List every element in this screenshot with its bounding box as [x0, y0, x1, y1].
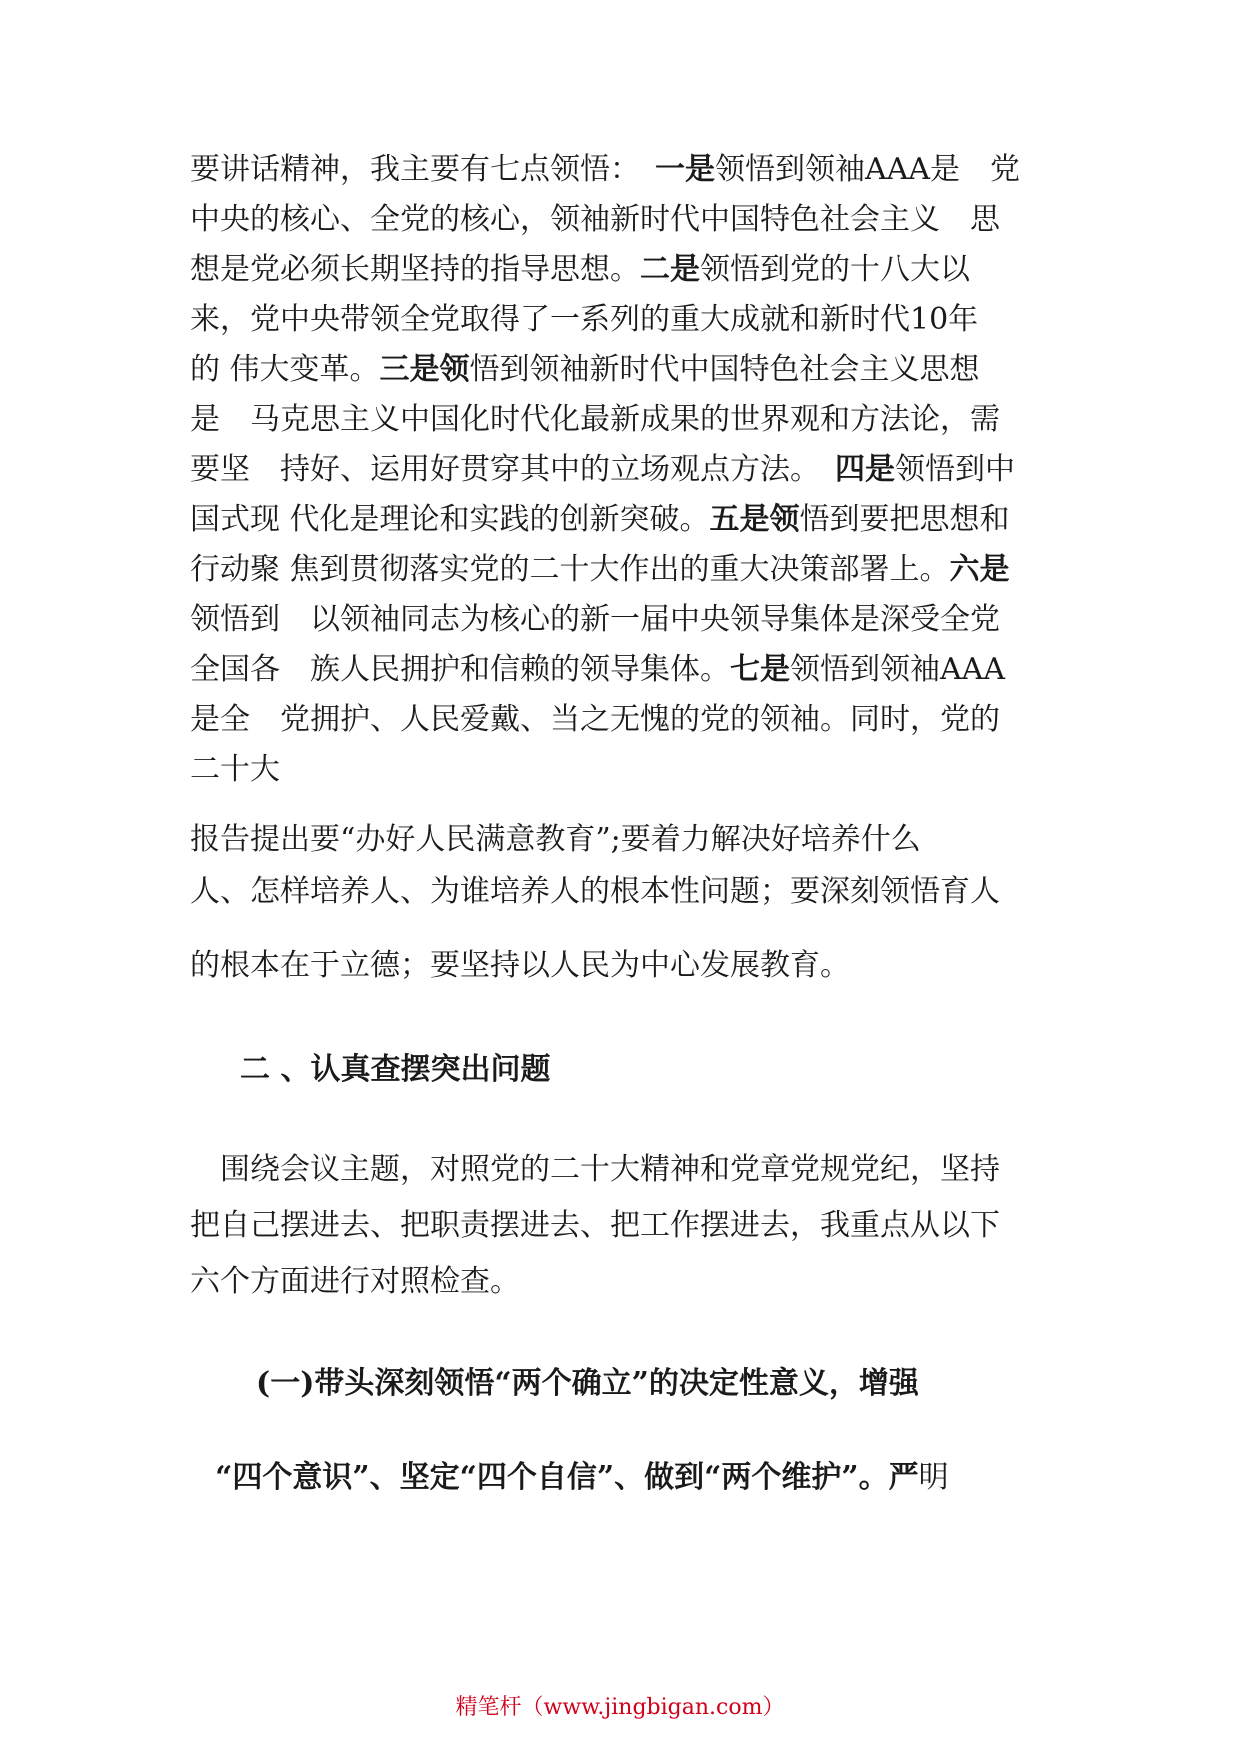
body-line	[190, 872, 1000, 912]
body-line	[190, 200, 1000, 240]
body-text: 全国各 族人民拥护和信赖的领导集体。	[190, 652, 730, 687]
paragraph-line: 把自己摆进去、把职责摆进去、把工作摆进去，我重点从以下	[190, 1208, 1000, 1243]
body-line	[190, 450, 1015, 490]
body-text: 领悟到领袖AAA是 党	[715, 152, 1020, 187]
body-line	[190, 250, 970, 290]
bold-marker: 五是领	[709, 502, 800, 537]
body-text: 的 伟大变革。	[190, 352, 380, 387]
body-text: 要坚 持好、运用好贯穿其中的立场观点方法。	[190, 452, 835, 487]
bold-marker: 三是领	[379, 352, 470, 387]
body-text: 中央的核心、全党的核心，领袖新时代中国特色社会主义 思	[190, 202, 1000, 237]
body-text: 领悟到党的十八大以	[700, 252, 970, 287]
body-line	[190, 350, 980, 390]
body-line	[190, 550, 1010, 590]
body-text: 领悟到中	[895, 452, 1015, 487]
body-text: 想是党必须长期坚持的指导思想。	[190, 252, 640, 287]
body-line	[190, 650, 1005, 690]
body-text: 领悟到领袖AAA	[790, 652, 1005, 687]
body-line	[190, 750, 280, 790]
body-line	[190, 600, 1000, 640]
body-text: 人、怎样培养人、为谁培养人的根本性问题；要深刻领悟育人	[190, 874, 1000, 909]
body-line	[190, 400, 1000, 440]
body-line	[190, 820, 921, 860]
body-line	[190, 300, 978, 340]
subsection-heading-line	[196, 1418, 949, 1498]
body-text: 来，党中央带领全党取得了一系列的重大成就和新时代10年	[190, 302, 979, 337]
body-line	[190, 700, 1000, 740]
bold-marker: 一是	[655, 152, 715, 187]
body-text: 悟到领袖新时代中国特色社会主义思想	[469, 352, 980, 387]
body-text: 领悟到 以领袖同志为核心的新一届中央领导集体是深受全党	[190, 602, 1000, 637]
body-text: 是全 党拥护、人民爱戴、当之无愧的党的领袖。同时，党的	[190, 702, 1000, 737]
subsection-heading-bold: “四个意识”、坚定“四个自信”、做到“两个维护”。严	[215, 1460, 919, 1495]
paragraph-line: 六个方面进行对照检查。	[190, 1264, 520, 1299]
bold-marker: 二是	[640, 252, 700, 287]
body-line	[190, 150, 1020, 190]
subsection-heading-tail: 明	[918, 1460, 949, 1495]
body-text: 二十大	[190, 752, 280, 787]
body-text: 报告提出要“办好人民满意教育”;要着力解决好培养什么	[190, 822, 921, 857]
bold-marker: 四是	[835, 452, 895, 487]
body-text: 的根本在于立德；要坚持以人民为中心发展教育。	[190, 948, 850, 983]
section-heading: 二 、认真查摆突出问题	[240, 1052, 551, 1087]
bold-marker: 六是	[949, 552, 1010, 587]
subsection-heading: (一)带头深刻领悟“两个确立”的决定性意义，增强	[256, 1366, 919, 1401]
bold-marker: 七是	[730, 652, 790, 687]
body-text: 是 马克思主义中国化时代化最新成果的世界观和方法论，需	[190, 402, 1000, 437]
body-text: 行动聚 焦到贯彻落实党的二十大作出的重大决策部署上。	[190, 552, 950, 587]
page-footer: 精笔杆（www.jingbigan.com）	[455, 1695, 785, 1720]
body-text: 悟到要把思想和	[799, 502, 1010, 537]
body-text: 国式现 代化是理论和实践的创新突破。	[190, 502, 710, 537]
body-text: 要讲话精神，我主要有七点领悟：	[190, 152, 655, 187]
paragraph-line: 围绕会议主题，对照党的二十大精神和党章党规党纪，坚持	[190, 1152, 1000, 1187]
body-line	[190, 500, 1010, 540]
body-line	[190, 946, 850, 986]
